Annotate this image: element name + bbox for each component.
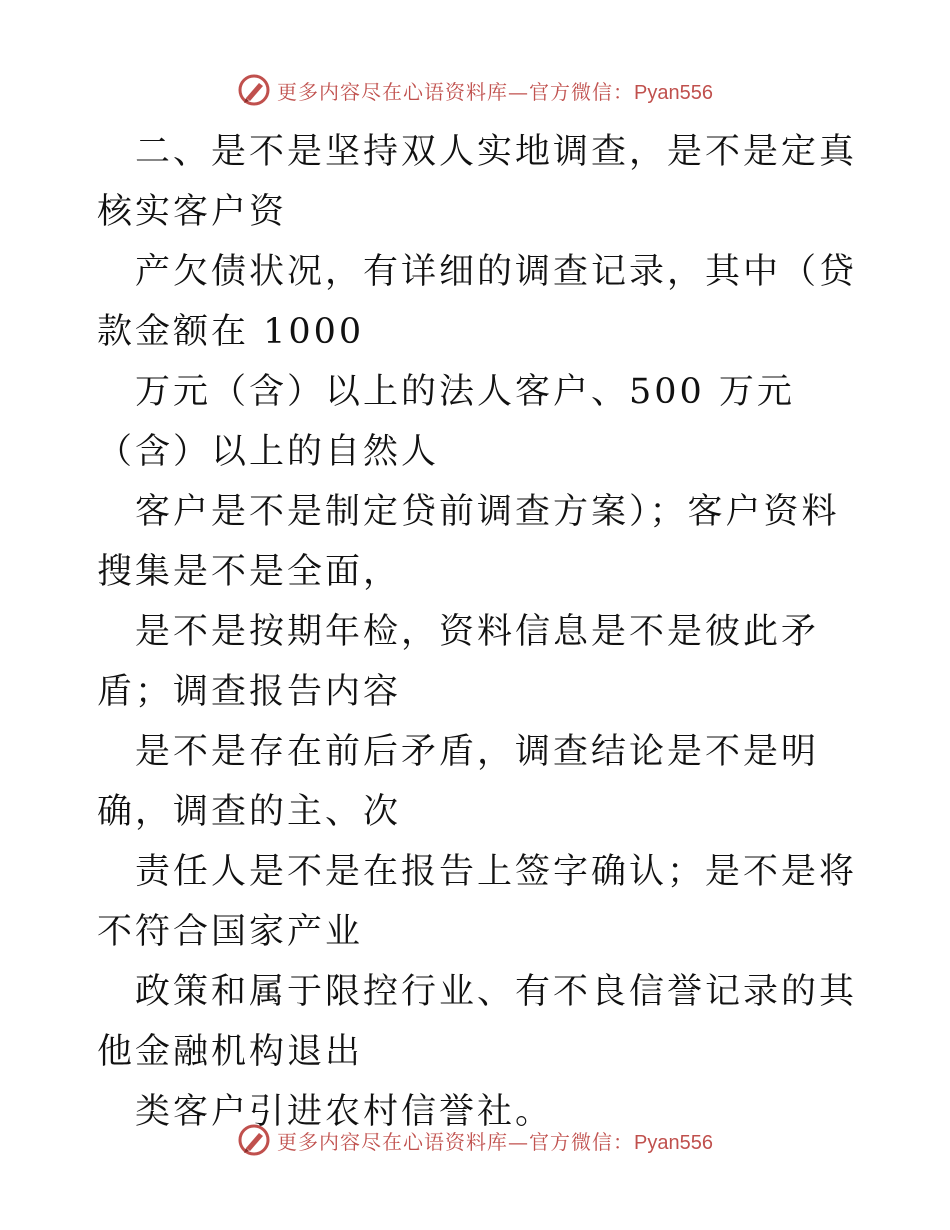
paragraph: 是不是存在前后矛盾，调查结论是不是明确，调查的主、次 [97,732,820,832]
document-body [97,122,857,1142]
footer-watermark [0,1120,950,1160]
paragraph: 政策和属于限控行业、有不良信誉记录的其他金融机构退出 [97,972,858,1072]
watermark-text: 更多内容尽在心语资料库—官方微信：Pyan556 [277,1129,713,1154]
paragraph: 类客户引进农村信誉社。 [135,1092,554,1132]
paragraph: 二、是不是坚持双人实地调查，是不是定真核实客户资 [97,132,858,232]
paragraph: 责任人是不是在报告上签字确认；是不是将不符合国家产业 [97,852,858,952]
paragraph: 客户是不是制定贷前调查方案）；客户资料搜集是不是全面， [97,492,840,592]
paragraph: 万元（含）以上的法人客户、500 万元（含）以上的自然人 [97,372,795,472]
watermark-text: 更多内容尽在心语资料库—官方微信：Pyan556 [277,79,713,104]
paragraph: 产欠债状况，有详细的调查记录，其中（贷款金额在 1000 [97,252,858,352]
pen-logo-icon [237,1123,271,1157]
header-watermark [0,70,950,110]
paragraph: 是不是按期年检，资料信息是不是彼此矛盾；调查报告内容 [97,612,820,712]
pen-logo-icon [237,73,271,107]
